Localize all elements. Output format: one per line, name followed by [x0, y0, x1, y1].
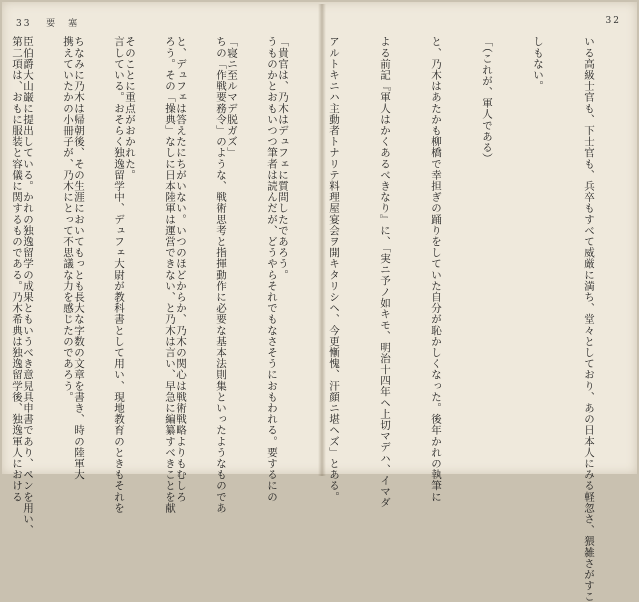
running-head: 要 塞 [46, 19, 80, 29]
text-line: 携えていたかの小冊子が、乃木にとって不思議な力を感じたのであろう。 [62, 36, 74, 403]
text-line: ろう。その「操典」なしに日本陸軍は運営できない、と乃木は言い、早急に編纂すべきことを献 [164, 36, 176, 514]
text-line: ちなみに乃木は帰朝後、その生涯においてもっとも長大な字数の文章を書き、時の陸軍大 [73, 36, 85, 480]
left-page-header [16, 16, 79, 29]
text-line: 臣伯爵大山巌に提出している。かれの独逸留学の成果ともいうべき意見具申書であり、ペンを用い、 [22, 36, 34, 536]
text-line: と、乃木はあたかも柳橋で幸担ぎの踊りをしていた自分が恥かしくなった。後年かれの執筆に [430, 36, 442, 503]
text-line: 「寝ニ至ルマデ脱ガズ」 [226, 36, 238, 159]
text-line: いる高級士官も、下士官も、兵卒もすべて威厳に満ち、堂々としており、あの日本人にみる軽忽さ、猥雑さがすこ [583, 36, 595, 602]
book-spread [2, 2, 637, 602]
text-line: そのことに重点がおかれた。 [124, 36, 136, 181]
text-line: 「貴官は、乃木はデュフェに質問したであろう。 [277, 36, 289, 281]
left-page-number: 33 [16, 19, 32, 29]
text-line: うものかとおもいつつ筆者は読んだが、どうやらそれでもなさそうにおもわれる。要するにの [266, 36, 278, 503]
text-line: 言している。おそらく独逸留学中、デュフェ大尉が教科書として用い、現地教育のときもそれを [113, 36, 125, 514]
text-line: ちの「作戦要務令」のような、戦術思考と指揮動作に必要な基本法則集といったようなものであ [215, 36, 227, 514]
book-gutter [318, 4, 326, 476]
text-line: 「（これが、軍人である） [481, 36, 493, 164]
text-line: 第二項は、おもに服装と容儀に関するものである。乃木希典は独逸留学後、独逸軍人における [11, 36, 23, 503]
right-page-number: 32 [605, 16, 621, 26]
text-line: しもない。 [532, 36, 544, 92]
text-line: よる前記『軍人はかくあるべきなり』に、「実ニ予ノ如キモ、明治十四年ヘ上切マデハ、イマダ [379, 36, 391, 509]
text-line: と、デュフェは答えたにちがいない。いつのほどからか、乃木の関心は戦術戦略よりもむしろ [175, 36, 187, 503]
right-page-header [606, 16, 621, 26]
text-line: アルトキニハ主動者トナリテ料理屋宴会ヲ開キタリシヘ、今更慚愧、汗顔ニ堪ヘズ」とある。 [328, 36, 340, 503]
